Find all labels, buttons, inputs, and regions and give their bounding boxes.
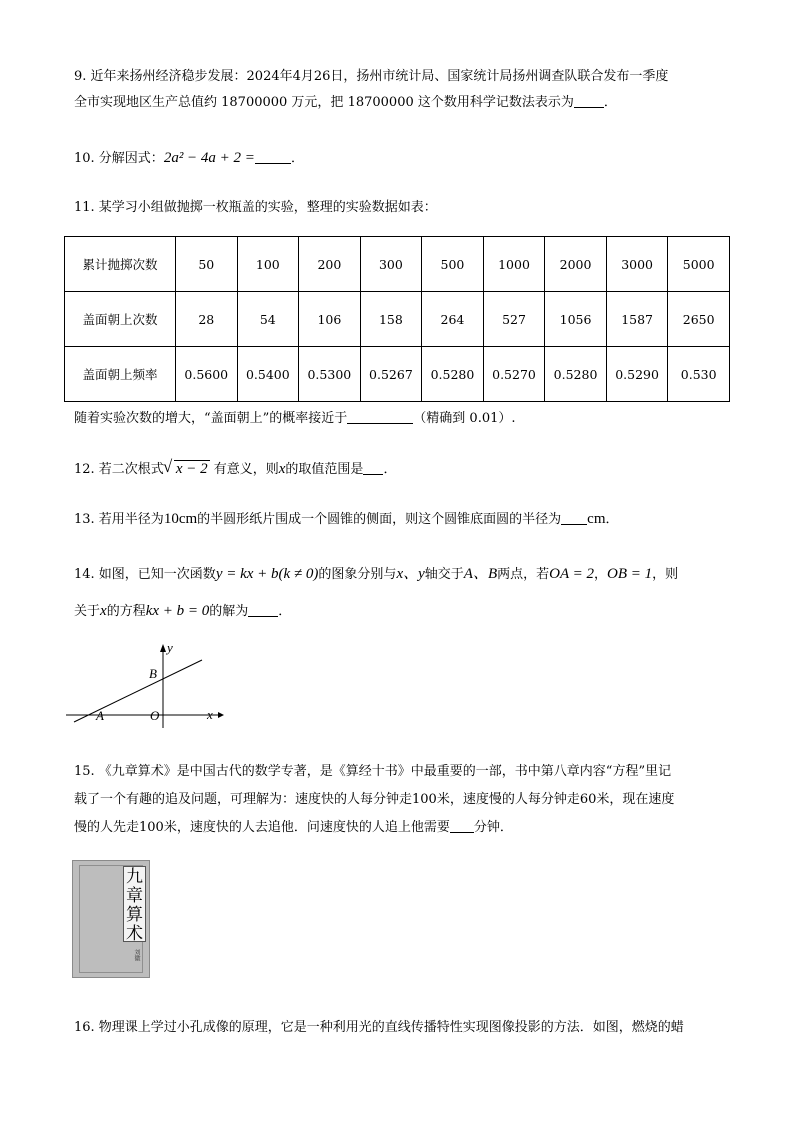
table-cell: 1000 <box>483 237 545 292</box>
q16-line1: 16. 物理课上学过小孔成像的原理，它是一种利用光的直线传播特性实现图像投影的方法．如图，燃烧的蜡 <box>74 1020 684 1035</box>
table-cell: 0.5280 <box>545 347 607 402</box>
answer-blank[interactable] <box>347 409 413 424</box>
q10-expression: 2a² − 4a + 2 = <box>163 150 255 166</box>
table-cell: 0.5270 <box>483 347 545 402</box>
table-row-label: 盖面朝上次数 <box>65 292 176 347</box>
table-cell: 106 <box>299 292 361 347</box>
q9-line2: 全市实现地区生产总值约 18700000 万元，把 18700000 这个数用科学记数法表示为 ． <box>74 95 617 110</box>
table-cell: 0.5267 <box>360 347 422 402</box>
table-row-label: 盖面朝上频率 <box>65 347 176 402</box>
linear-function-graph <box>66 640 226 730</box>
table-cell: 0.530 <box>668 347 730 402</box>
question-11: 11. 某学习小组做抛掷一枚瓶盖的实验，整理的实验数据如表： <box>74 200 437 215</box>
answer-blank[interactable] <box>574 93 604 108</box>
table-cell: 2000 <box>545 237 607 292</box>
table-row <box>65 292 730 347</box>
table-cell: 28 <box>176 292 238 347</box>
q15-line3: 慢的人先走100米，速度快的人去追他．问速度快的人追上他需要 分钟． <box>74 820 513 835</box>
function-line <box>74 660 202 722</box>
table-cell: 50 <box>176 237 238 292</box>
label-y: y <box>167 640 173 655</box>
label-o: O <box>150 708 160 723</box>
question-9 <box>74 64 724 116</box>
table-cell: 264 <box>422 292 484 347</box>
label-a: A <box>96 708 104 723</box>
table-cell: 200 <box>299 237 361 292</box>
table-cell: 5000 <box>668 237 730 292</box>
question-15 <box>74 758 724 842</box>
y-axis-arrow <box>160 644 166 652</box>
table-cell: 54 <box>237 292 299 347</box>
table-cell: 0.5300 <box>299 347 361 402</box>
table-cell: 2650 <box>668 292 730 347</box>
table-cell: 100 <box>237 237 299 292</box>
q14-line2: 关于x的方程kx + b = 0的解为 ． <box>74 603 292 619</box>
question-12: 12. 若二次根式√ x − 2 有意义，则x的取值范围是 ． <box>74 456 724 483</box>
q15-line2: 载了一个有趣的追及问题，可理解为：速度快的人每分钟走100米，速度慢的人每分钟走60米，现在速度 <box>74 792 675 807</box>
q14-line1: 14. 如图，已知一次函数y = kx + b(k ≠ 0)的图象分别与x、y轴交于A、B两点，若OA = 2，OB = 1，则 <box>74 566 679 582</box>
answer-blank[interactable] <box>561 510 587 525</box>
table-cell: 500 <box>422 237 484 292</box>
table-cell: 3000 <box>606 237 668 292</box>
table-cell: 0.5600 <box>176 347 238 402</box>
answer-blank[interactable] <box>255 149 291 164</box>
question-13: 13. 若用半径为10cm的半圆形纸片围成一个圆锥的侧面，则这个圆锥底面圆的半径为 cm． <box>74 511 619 527</box>
table-row-label: 累计抛掷次数 <box>65 237 176 292</box>
answer-blank[interactable] <box>248 602 278 617</box>
table-cell: 0.5280 <box>422 347 484 402</box>
table-cell: 1056 <box>545 292 607 347</box>
question-10: 10. 分解因式：2a² − 4a + 2 = ． <box>74 150 304 166</box>
square-root-expression: √ x − 2 <box>164 456 210 482</box>
answer-blank[interactable] <box>450 818 474 833</box>
answer-blank[interactable] <box>363 460 383 475</box>
label-b: B <box>149 666 157 681</box>
question-11-followup: 随着实验次数的增大，“盖面朝上”的概率接近于 （精确到 0.01）. <box>74 411 516 426</box>
question-16 <box>74 1015 724 1041</box>
table-row <box>65 237 730 292</box>
x-axis-arrow <box>218 712 224 718</box>
table-cell: 527 <box>483 292 545 347</box>
table-cell: 1587 <box>606 292 668 347</box>
table-cell: 0.5400 <box>237 347 299 402</box>
book-title-label: 九 章 算 术 <box>123 866 146 942</box>
experiment-data-table <box>64 236 730 402</box>
label-x: x <box>207 707 213 722</box>
q15-line1: 15. 《九章算术》是中国古代的数学专著，是《算经十书》中最重要的一部，书中第八章内容“方程”里记 <box>74 764 672 779</box>
q9-line1: 9. 近年来扬州经济稳步发展：2024年4月26日，扬州市统计局、国家统计局扬州调查队联合发布一季度 <box>74 69 669 84</box>
book-author: 刘徽 <box>133 949 140 961</box>
table-cell: 300 <box>360 237 422 292</box>
question-14 <box>74 556 724 630</box>
table-cell: 158 <box>360 292 422 347</box>
table-row <box>65 347 730 402</box>
book-cover-image <box>72 860 150 978</box>
table-cell: 0.5290 <box>606 347 668 402</box>
